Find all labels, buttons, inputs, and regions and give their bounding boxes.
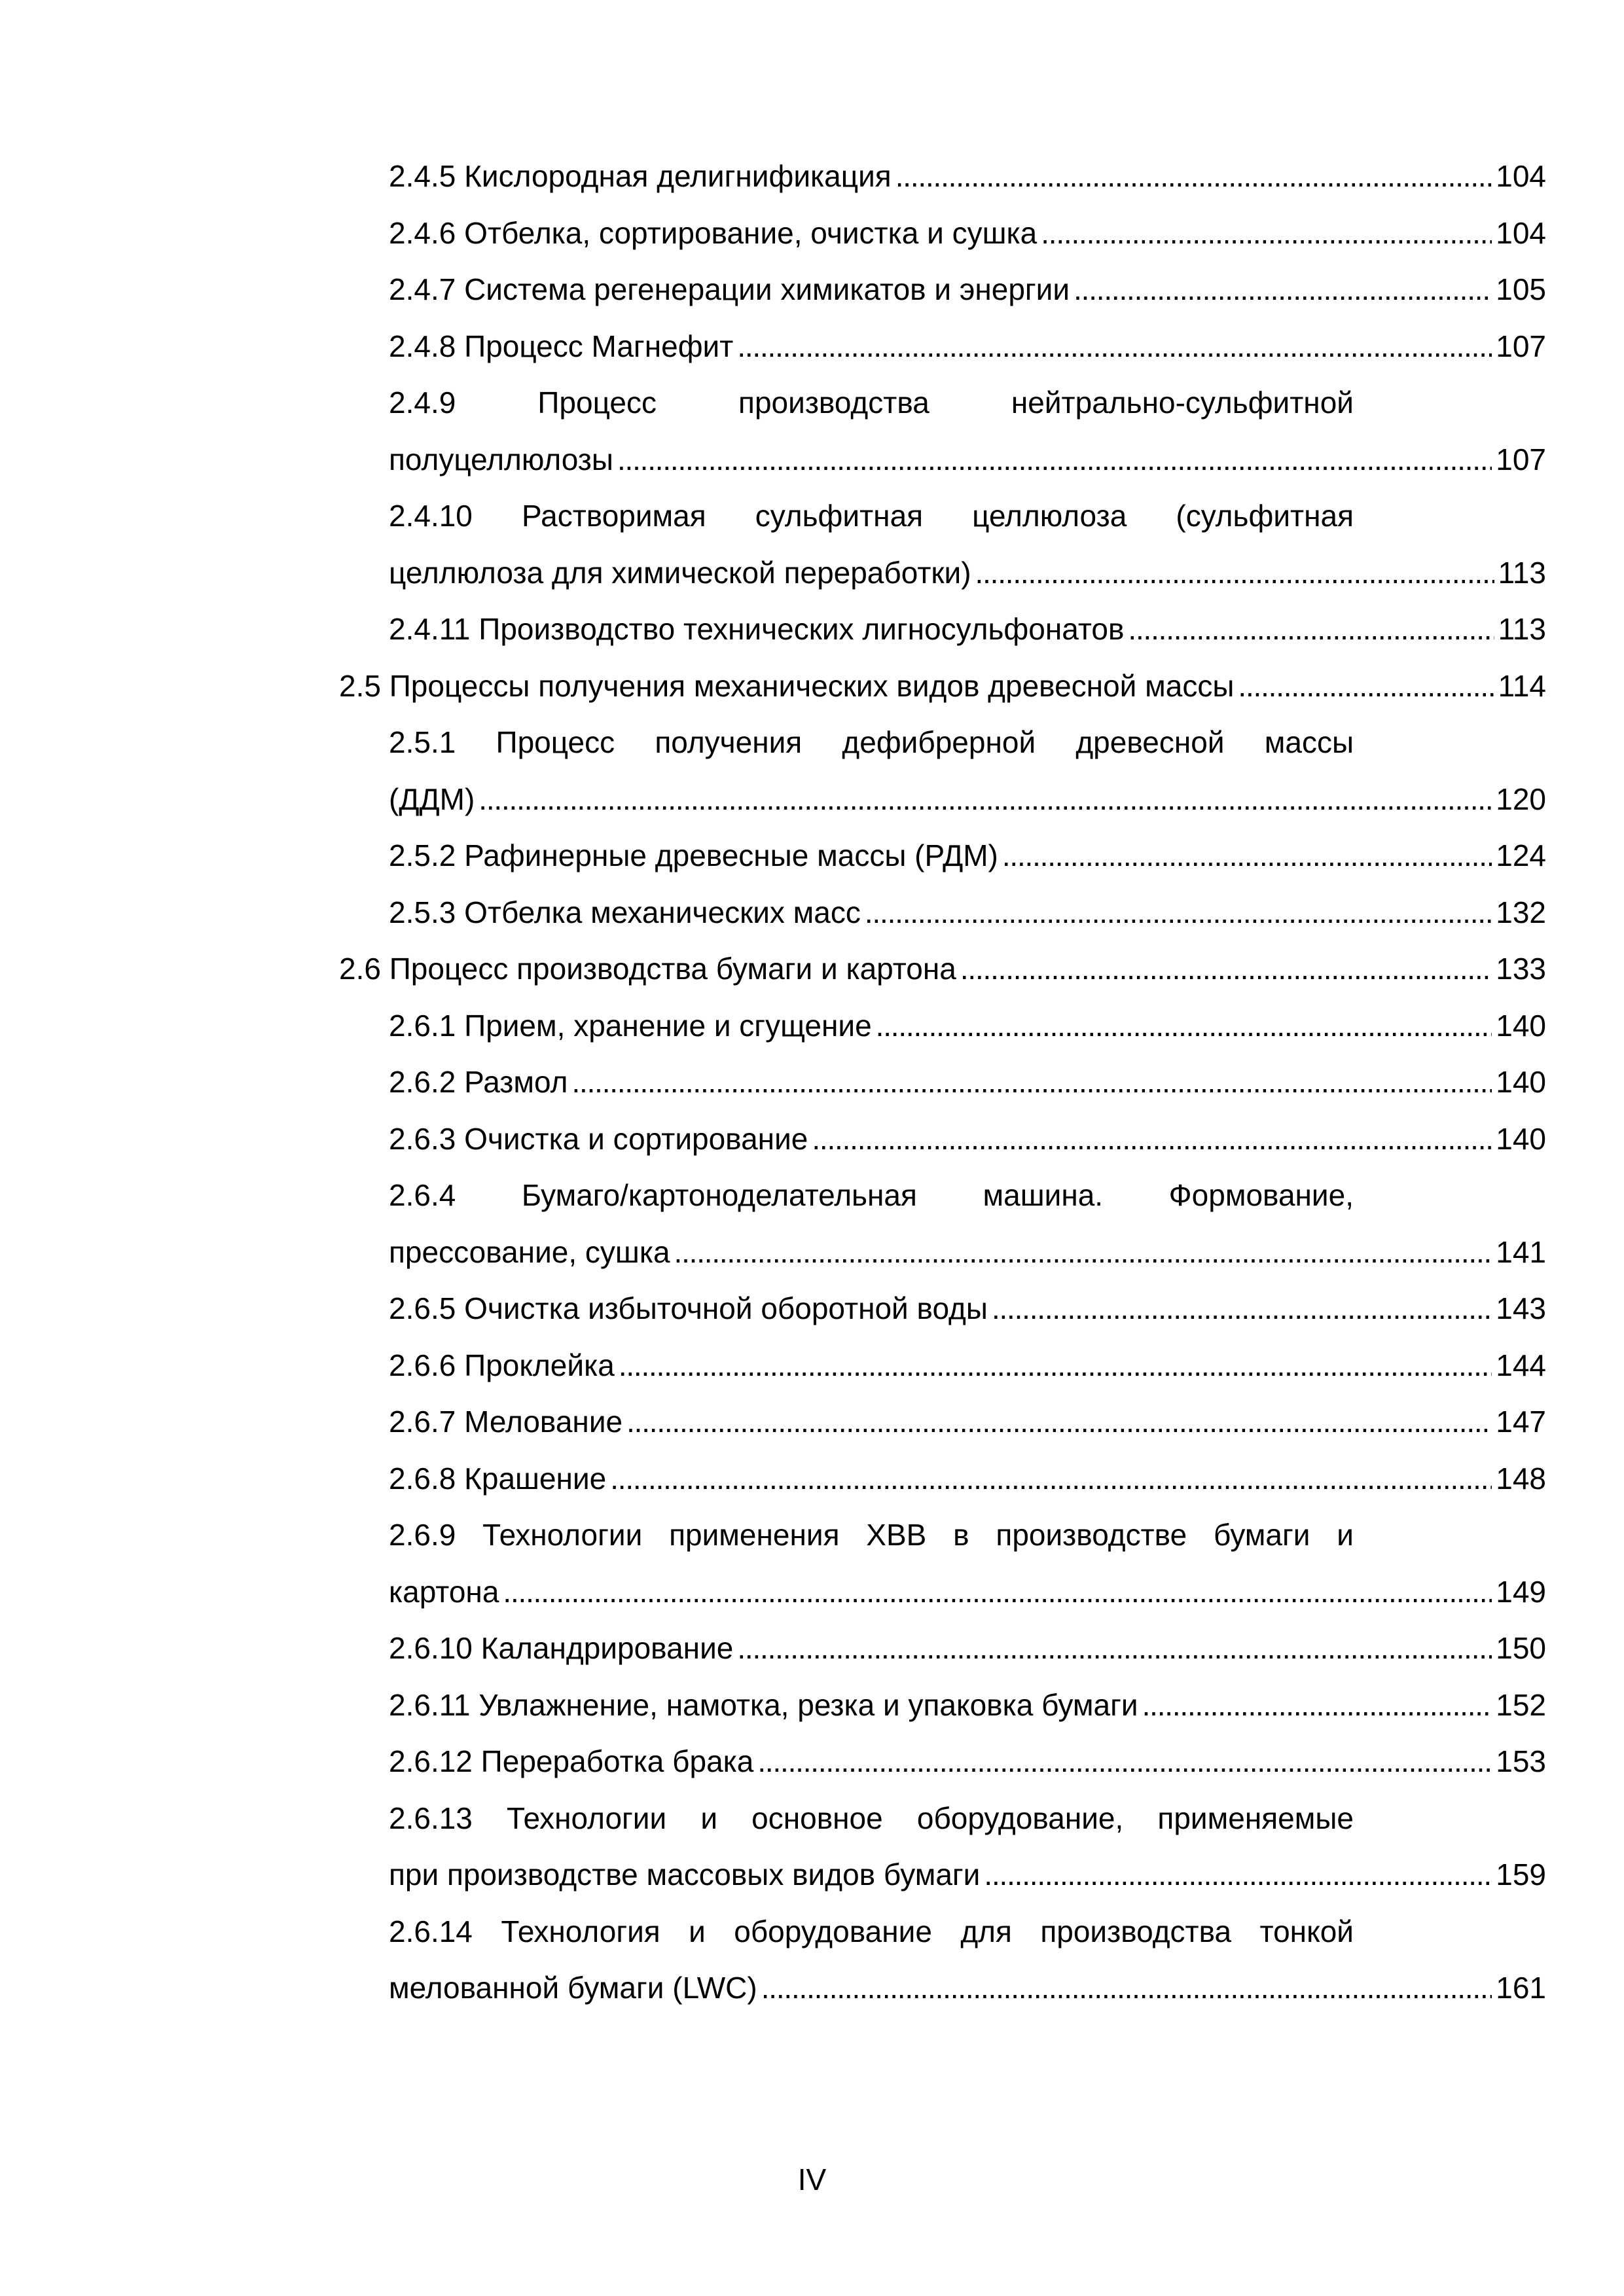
toc-page-number: 140 bbox=[1496, 1065, 1546, 1099]
toc-leader-dots bbox=[737, 1620, 1492, 1677]
toc-entry-title: 2.5 Процессы получения механических видов древесной массы bbox=[339, 668, 1235, 703]
toc-entry[interactable] bbox=[0, 1677, 1624, 1734]
toc-leader-dots bbox=[478, 771, 1492, 828]
toc-leader-dots bbox=[975, 545, 1494, 601]
toc-entry-title-line1: 2.5.1 Процесс получения дефибрерной древесной массы bbox=[389, 725, 1354, 759]
toc-entry[interactable] bbox=[0, 997, 1624, 1054]
toc-page-number: 152 bbox=[1496, 1687, 1546, 1722]
toc-page-number: 124 bbox=[1496, 838, 1546, 872]
toc-entry-line bbox=[339, 658, 1546, 715]
toc-leader-dots bbox=[876, 997, 1492, 1054]
table-of-contents bbox=[0, 148, 1624, 2017]
toc-page-number: 113 bbox=[1498, 612, 1546, 646]
toc-entry-title: 2.4.8 Процесс Магнефит bbox=[389, 329, 734, 363]
toc-entry-line bbox=[389, 884, 1546, 941]
toc-entry-title: 2.6.2 Размол bbox=[389, 1065, 568, 1099]
toc-entry-line bbox=[389, 1960, 1546, 2017]
toc-leader-dots bbox=[960, 941, 1492, 997]
toc-entry-line bbox=[339, 941, 1546, 997]
toc-entry-title: полуцеллюлозы bbox=[389, 442, 613, 476]
toc-entry-title: 2.6.1 Прием, хранение и сгущение bbox=[389, 1008, 872, 1043]
toc-entry-line bbox=[389, 1564, 1546, 1621]
toc-entry[interactable] bbox=[0, 1337, 1624, 1394]
toc-entry-title: 2.4.11 Производство технических лигносульфонатов bbox=[389, 612, 1125, 646]
toc-entry-title: 2.6 Процесс производства бумаги и картона bbox=[339, 952, 956, 986]
toc-entry-line bbox=[389, 1280, 1546, 1337]
toc-page-number: 143 bbox=[1496, 1291, 1546, 1325]
toc-leader-dots bbox=[1128, 601, 1494, 658]
toc-page-number: 150 bbox=[1496, 1631, 1546, 1665]
toc-entry-title: 2.6.8 Крашение bbox=[389, 1461, 607, 1496]
toc-page-number: 133 bbox=[1496, 952, 1546, 986]
toc-entry-title-line1: 2.4.9 Процесс производства нейтрально-сульфитной bbox=[389, 386, 1354, 420]
toc-entry[interactable] bbox=[0, 205, 1624, 262]
toc-leader-dots bbox=[1074, 261, 1492, 318]
toc-entry[interactable] bbox=[0, 941, 1624, 997]
toc-entry-line bbox=[389, 997, 1546, 1054]
toc-page-number: 114 bbox=[1498, 668, 1546, 703]
toc-entry[interactable] bbox=[0, 1450, 1624, 1507]
toc-entry[interactable] bbox=[0, 658, 1624, 715]
toc-entry-title-line1: 2.6.14 Технология и оборудование для производства тонкой bbox=[389, 1914, 1354, 1948]
toc-leader-dots bbox=[571, 1054, 1492, 1111]
toc-page-number: 147 bbox=[1496, 1405, 1546, 1439]
toc-entry-title: 2.6.6 Проклейка bbox=[389, 1348, 615, 1382]
toc-entry-line bbox=[389, 1111, 1546, 1168]
toc-page-number: 140 bbox=[1496, 1008, 1546, 1043]
toc-entry-line bbox=[389, 1337, 1546, 1394]
toc-entry-line bbox=[389, 205, 1546, 262]
toc-page-number: 149 bbox=[1496, 1574, 1546, 1609]
toc-entry-title: 2.6.5 Очистка избыточной оборотной воды bbox=[389, 1291, 988, 1325]
toc-entry-line bbox=[389, 261, 1546, 318]
toc-entry[interactable] bbox=[0, 1507, 1624, 1620]
toc-entry-title: 2.6.10 Каландрирование bbox=[389, 1631, 734, 1665]
toc-entry-title-line1: 2.4.10 Растворимая сульфитная целлюлоза (сульфитная bbox=[389, 499, 1354, 533]
toc-entry-title: 2.6.7 Мелование bbox=[389, 1405, 623, 1439]
toc-entry[interactable] bbox=[0, 601, 1624, 658]
toc-entry-title: 2.4.6 Отбелка, сортирование, очистка и сушка bbox=[389, 215, 1038, 250]
toc-leader-dots bbox=[674, 1224, 1492, 1281]
toc-entry[interactable] bbox=[0, 1903, 1624, 2017]
toc-entry-title: 2.5.3 Отбелка механических масс bbox=[389, 895, 861, 929]
toc-entry-line bbox=[389, 1733, 1546, 1790]
toc-leader-dots bbox=[1041, 205, 1492, 262]
page-number: IV bbox=[797, 2162, 827, 2197]
toc-entry-line bbox=[389, 1677, 1546, 1734]
toc-entry[interactable] bbox=[0, 318, 1624, 375]
toc-entry-line bbox=[389, 1393, 1546, 1450]
toc-entry-line bbox=[389, 1054, 1546, 1111]
toc-leader-dots bbox=[737, 318, 1492, 375]
toc-entry[interactable] bbox=[0, 1280, 1624, 1337]
toc-entry-line bbox=[389, 601, 1546, 658]
toc-entry-title-line1: 2.6.9 Технологии применения ХВВ в производстве бумаги и bbox=[389, 1518, 1354, 1552]
toc-page-number: 104 bbox=[1496, 159, 1546, 193]
toc-entry-title: (ДДМ) bbox=[389, 781, 475, 816]
toc-entry-line bbox=[389, 1846, 1546, 1903]
toc-entry-line bbox=[389, 148, 1546, 205]
toc-leader-dots bbox=[992, 1280, 1492, 1337]
toc-entry[interactable] bbox=[0, 1167, 1624, 1280]
toc-entry-line bbox=[389, 1450, 1546, 1507]
toc-entry-title: 2.6.11 Увлажнение, намотка, резка и упаковка бумаги bbox=[389, 1687, 1138, 1722]
toc-leader-dots bbox=[757, 1733, 1492, 1790]
toc-entry-title: 2.4.5 Кислородная делигнификация bbox=[389, 159, 892, 193]
toc-entry[interactable] bbox=[0, 1054, 1624, 1111]
toc-page-number: 107 bbox=[1496, 329, 1546, 363]
toc-leader-dots bbox=[503, 1564, 1492, 1621]
toc-entry[interactable] bbox=[0, 148, 1624, 205]
toc-page-number: 140 bbox=[1496, 1121, 1546, 1156]
toc-leader-dots bbox=[761, 1960, 1492, 2017]
toc-entry-title: 2.6.3 Очистка и сортирование bbox=[389, 1121, 808, 1156]
toc-entry[interactable] bbox=[0, 1733, 1624, 1790]
toc-entry-line bbox=[389, 1224, 1546, 1281]
toc-entry-line bbox=[389, 827, 1546, 884]
toc-leader-dots bbox=[812, 1111, 1492, 1168]
toc-entry-line bbox=[389, 545, 1546, 601]
toc-leader-dots bbox=[617, 431, 1492, 488]
toc-entry[interactable] bbox=[0, 1393, 1624, 1450]
toc-entry[interactable] bbox=[0, 827, 1624, 884]
toc-entry-title: 2.6.12 Переработка брака bbox=[389, 1744, 754, 1778]
toc-leader-dots bbox=[895, 148, 1492, 205]
toc-entry[interactable] bbox=[0, 884, 1624, 941]
toc-entry-title: 2.5.2 Рафинерные древесные массы (РДМ) bbox=[389, 838, 998, 872]
toc-leader-dots bbox=[865, 884, 1492, 941]
toc-entry[interactable] bbox=[0, 1111, 1624, 1168]
toc-entry-line bbox=[389, 431, 1546, 488]
toc-entry-title: картона bbox=[389, 1574, 499, 1609]
toc-leader-dots bbox=[619, 1337, 1492, 1394]
toc-page-number: 148 bbox=[1496, 1461, 1546, 1496]
toc-entry-title: мелованной бумаги (LWC) bbox=[389, 1971, 757, 2005]
toc-entry-line bbox=[389, 1620, 1546, 1677]
toc-entry-title: целлюлоза для химической переработки) bbox=[389, 555, 971, 590]
toc-page-number: 161 bbox=[1496, 1971, 1546, 2005]
toc-entry-title-line1: 2.6.4 Бумаго/картоноделательная машина. Формование, bbox=[389, 1178, 1354, 1212]
toc-page-number: 141 bbox=[1496, 1234, 1546, 1269]
toc-leader-dots bbox=[1002, 827, 1492, 884]
toc-page-number: 153 bbox=[1496, 1744, 1546, 1778]
toc-entry-title-line1: 2.6.13 Технологии и основное оборудование, применяемые bbox=[389, 1801, 1354, 1835]
toc-entry-title: при производстве массовых видов бумаги bbox=[389, 1857, 981, 1892]
toc-page-number: 144 bbox=[1496, 1348, 1546, 1382]
toc-entry-title: 2.4.7 Система регенерации химикатов и энергии bbox=[389, 272, 1070, 306]
toc-entry-line bbox=[389, 318, 1546, 375]
toc-page-number: 107 bbox=[1496, 442, 1546, 476]
toc-page-number: 113 bbox=[1498, 555, 1546, 590]
toc-entry[interactable] bbox=[0, 1620, 1624, 1677]
toc-page-number: 132 bbox=[1496, 895, 1546, 929]
toc-leader-dots bbox=[984, 1846, 1492, 1903]
toc-leader-dots bbox=[626, 1393, 1492, 1450]
toc-page-number: 120 bbox=[1496, 781, 1546, 816]
toc-entry[interactable] bbox=[0, 374, 1624, 488]
toc-entry[interactable] bbox=[0, 261, 1624, 318]
toc-entry-title: прессование, сушка bbox=[389, 1234, 670, 1269]
toc-entry[interactable] bbox=[0, 714, 1624, 827]
toc-page-number: 105 bbox=[1496, 272, 1546, 306]
toc-page-number: 159 bbox=[1496, 1857, 1546, 1892]
toc-entry-line bbox=[389, 771, 1546, 828]
toc-leader-dots bbox=[1142, 1677, 1492, 1734]
toc-page-number: 104 bbox=[1496, 215, 1546, 250]
toc-leader-dots bbox=[1238, 658, 1494, 715]
toc-entry[interactable] bbox=[0, 488, 1624, 601]
toc-entry[interactable] bbox=[0, 1790, 1624, 1903]
toc-leader-dots bbox=[610, 1450, 1492, 1507]
